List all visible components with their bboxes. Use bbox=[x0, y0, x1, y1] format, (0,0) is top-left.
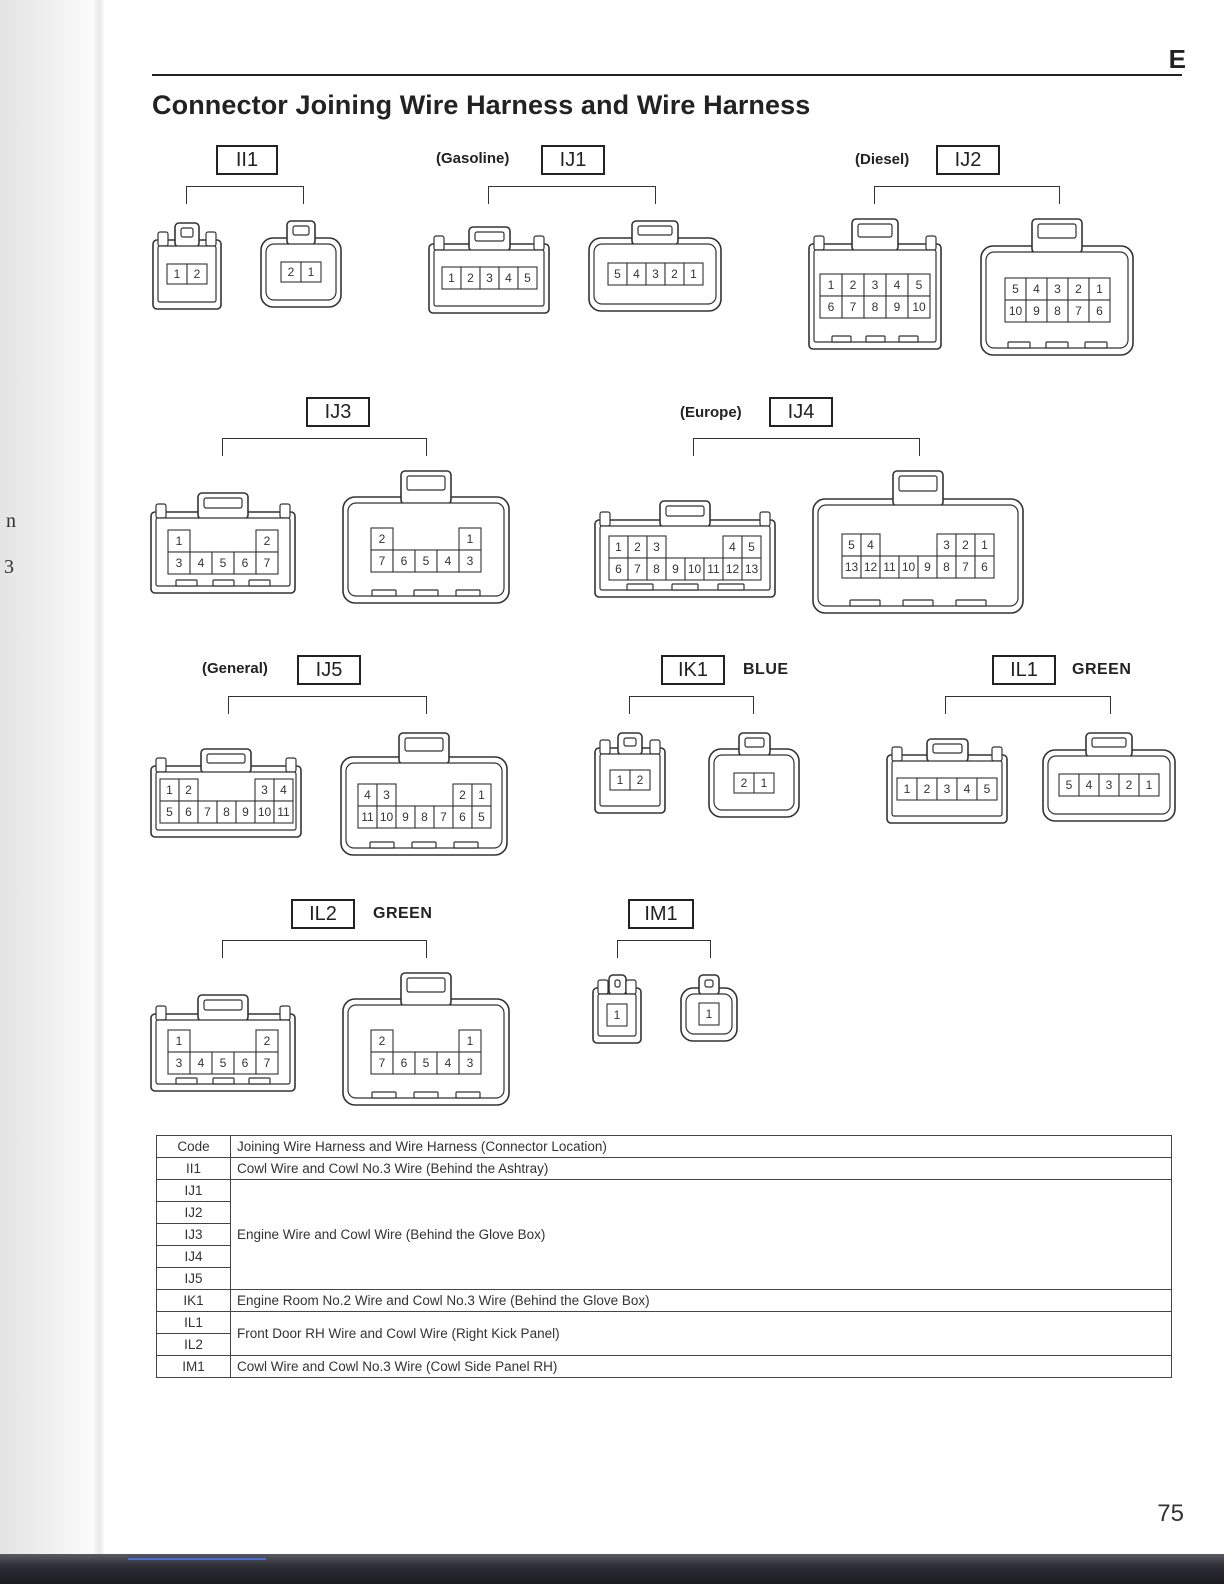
connector-female-face bbox=[150, 994, 296, 1092]
connector-code-box: IJ2 bbox=[936, 145, 1000, 175]
table-row bbox=[157, 1356, 1172, 1378]
pin-number: 3 bbox=[1054, 282, 1061, 296]
pin-number: 3 bbox=[653, 540, 660, 554]
pin-number: 3 bbox=[1105, 778, 1113, 792]
connector-male-face bbox=[340, 732, 508, 856]
connector-male-face bbox=[708, 732, 800, 818]
pin-number: 2 bbox=[193, 267, 201, 281]
code-cell: IL1 bbox=[157, 1312, 231, 1334]
pin-number: 2 bbox=[378, 1034, 386, 1048]
location-cell: Cowl Wire and Cowl No.3 Wire (Cowl Side Panel RH) bbox=[231, 1356, 1172, 1378]
pin-number: 9 bbox=[893, 300, 901, 314]
code-cell: IM1 bbox=[157, 1356, 231, 1378]
connector-code-box: IL1 bbox=[992, 655, 1056, 685]
connector-variant: (General) bbox=[202, 660, 268, 677]
connector-bracket bbox=[874, 186, 1060, 204]
pin-number: 3 bbox=[261, 783, 268, 797]
pin-number: 6 bbox=[400, 554, 408, 568]
pin-number: 7 bbox=[1075, 304, 1082, 318]
pin-number: 4 bbox=[963, 782, 971, 796]
connector-male-face bbox=[1042, 732, 1176, 822]
pin-number: 8 bbox=[421, 810, 428, 824]
pin-number: 2 bbox=[671, 267, 678, 281]
pin-number: 5 bbox=[1012, 282, 1019, 296]
pin-number: 5 bbox=[614, 267, 621, 281]
pin-number: 5 bbox=[478, 810, 485, 824]
connector-code-box: IJ5 bbox=[297, 655, 361, 685]
code-cell: IL2 bbox=[157, 1334, 231, 1356]
pin-number: 2 bbox=[378, 532, 386, 546]
pin-number: 1 bbox=[981, 538, 988, 552]
pin-number: 10 bbox=[687, 562, 702, 576]
pin-number: 13 bbox=[744, 562, 759, 576]
page-number: 75 bbox=[1157, 1500, 1184, 1527]
pin-number: 1 bbox=[615, 540, 622, 554]
pin-number: 6 bbox=[241, 556, 249, 570]
pin-number: 3 bbox=[466, 554, 474, 568]
connector-color-label: GREEN bbox=[1072, 661, 1132, 678]
pin-number: 7 bbox=[263, 1056, 271, 1070]
connector-female-face bbox=[428, 226, 550, 314]
connector-female-face bbox=[152, 222, 222, 310]
connector-code-box: IJ4 bbox=[769, 397, 833, 427]
connector-bracket bbox=[222, 940, 427, 958]
connector-code-box: IL2 bbox=[291, 899, 355, 929]
pin-number: 2 bbox=[263, 534, 271, 548]
pin-number: 3 bbox=[652, 267, 659, 281]
connector-location-table bbox=[156, 1135, 1172, 1378]
pin-number: 2 bbox=[849, 278, 857, 292]
pin-number: 1 bbox=[1145, 778, 1153, 792]
pin-number: 5 bbox=[166, 805, 173, 819]
pin-number: 13 bbox=[844, 560, 859, 574]
pin-number: 9 bbox=[924, 560, 931, 574]
connector-female-face bbox=[150, 492, 296, 594]
pin-number: 3 bbox=[175, 556, 183, 570]
pin-number: 6 bbox=[1096, 304, 1103, 318]
connector-female-face bbox=[594, 732, 666, 814]
header-location: Joining Wire Harness and Wire Harness (Connector Location) bbox=[231, 1136, 1172, 1158]
connector-code-box: IK1 bbox=[661, 655, 725, 685]
pin-number: 1 bbox=[690, 267, 697, 281]
margin-fragment: n bbox=[6, 510, 16, 532]
connector-male-face bbox=[260, 220, 342, 308]
connector-female-face bbox=[150, 748, 302, 838]
pin-number: 5 bbox=[219, 1056, 227, 1070]
connector-bracket bbox=[228, 696, 427, 714]
location-cell: Engine Room No.2 Wire and Cowl No.3 Wire (Behind the Glove Box) bbox=[231, 1290, 1172, 1312]
pin-number: 4 bbox=[867, 538, 874, 552]
pin-number: 4 bbox=[280, 783, 287, 797]
pin-number: 10 bbox=[912, 300, 926, 314]
pin-number: 5 bbox=[524, 271, 531, 285]
pin-number: 6 bbox=[615, 562, 622, 576]
pin-number: 1 bbox=[166, 783, 173, 797]
pin-number: 2 bbox=[185, 783, 192, 797]
pin-number: 8 bbox=[653, 562, 660, 576]
pin-number: 1 bbox=[1096, 282, 1103, 296]
pin-number: 1 bbox=[175, 534, 183, 548]
pin-number: 7 bbox=[440, 810, 447, 824]
pin-number: 5 bbox=[422, 1056, 430, 1070]
location-cell: Front Door RH Wire and Cowl Wire (Right Kick Panel) bbox=[231, 1312, 1172, 1356]
pin-number: 12 bbox=[863, 560, 878, 574]
bottom-scan-edge bbox=[0, 1554, 1224, 1584]
pin-number: 3 bbox=[175, 1056, 183, 1070]
pin-number: 2 bbox=[459, 788, 466, 802]
pin-number: 10 bbox=[1008, 304, 1023, 318]
pin-number: 3 bbox=[871, 278, 879, 292]
pin-number: 5 bbox=[219, 556, 227, 570]
pin-number: 3 bbox=[466, 1056, 474, 1070]
pin-number: 4 bbox=[444, 554, 452, 568]
pin-number: 1 bbox=[448, 271, 455, 285]
connector-male-face bbox=[342, 972, 510, 1106]
pin-number: 2 bbox=[740, 776, 748, 790]
connector-bracket bbox=[186, 186, 304, 204]
pin-number: 7 bbox=[204, 805, 211, 819]
pin-number: 9 bbox=[672, 562, 679, 576]
pin-number: 5 bbox=[748, 540, 755, 554]
pin-number: 2 bbox=[636, 773, 644, 787]
pin-number: 4 bbox=[729, 540, 736, 554]
pin-number: 7 bbox=[849, 300, 857, 314]
margin-fragment: 3 bbox=[4, 556, 14, 578]
connector-code-box: IM1 bbox=[628, 899, 694, 929]
code-cell: IJ2 bbox=[157, 1202, 231, 1224]
pin-number: 1 bbox=[827, 278, 835, 292]
code-cell: IJ5 bbox=[157, 1268, 231, 1290]
pin-number: 3 bbox=[943, 782, 951, 796]
pin-number: 6 bbox=[981, 560, 988, 574]
code-cell: IJ3 bbox=[157, 1224, 231, 1246]
connector-variant: (Diesel) bbox=[855, 151, 910, 168]
table-row bbox=[157, 1290, 1172, 1312]
connector-bracket bbox=[629, 696, 754, 714]
pin-number: 7 bbox=[634, 562, 641, 576]
pin-number: 4 bbox=[197, 556, 205, 570]
pin-number: 1 bbox=[613, 1008, 621, 1022]
connector-code-box: IJ1 bbox=[541, 145, 605, 175]
code-cell: IJ1 bbox=[157, 1180, 231, 1202]
pin-number: 8 bbox=[871, 300, 879, 314]
pin-number: 1 bbox=[307, 265, 315, 279]
pin-number: 3 bbox=[943, 538, 950, 552]
pin-number: 11 bbox=[707, 562, 720, 576]
pin-number: 3 bbox=[486, 271, 493, 285]
binding-shadow bbox=[0, 0, 105, 1584]
pin-number: 2 bbox=[962, 538, 969, 552]
pin-number: 1 bbox=[175, 1034, 183, 1048]
pin-number: 6 bbox=[185, 805, 192, 819]
code-cell: II1 bbox=[157, 1158, 231, 1180]
pin-number: 4 bbox=[633, 267, 640, 281]
connector-color-label: GREEN bbox=[373, 905, 433, 922]
pin-number: 6 bbox=[459, 810, 466, 824]
section-letter: E bbox=[1168, 44, 1186, 74]
pin-number: 1 bbox=[616, 773, 624, 787]
pin-number: 2 bbox=[1125, 778, 1133, 792]
pin-number: 2 bbox=[634, 540, 641, 554]
pin-number: 7 bbox=[962, 560, 969, 574]
table-header-row bbox=[157, 1136, 1172, 1158]
code-cell: IJ4 bbox=[157, 1246, 231, 1268]
connector-code-box: II1 bbox=[216, 145, 278, 175]
connector-code-box: IJ3 bbox=[306, 397, 370, 427]
pin-number: 5 bbox=[422, 554, 430, 568]
connector-male-face bbox=[980, 218, 1134, 356]
pin-number: 1 bbox=[903, 782, 911, 796]
location-cell: Cowl Wire and Cowl No.3 Wire (Behind the Ashtray) bbox=[231, 1158, 1172, 1180]
connector-female-face bbox=[592, 974, 642, 1044]
pin-number: 2 bbox=[1075, 282, 1082, 296]
connector-female-face bbox=[886, 738, 1008, 824]
page-title: Connector Joining Wire Harness and Wire Harness bbox=[152, 90, 811, 120]
connector-male-face bbox=[812, 470, 1024, 614]
connector-bracket bbox=[222, 438, 427, 456]
connector-male-face bbox=[342, 470, 510, 604]
pin-number: 4 bbox=[893, 278, 901, 292]
pin-number: 9 bbox=[1033, 304, 1040, 318]
pin-number: 1 bbox=[466, 532, 474, 546]
pin-number: 1 bbox=[760, 776, 768, 790]
pin-number: 2 bbox=[467, 271, 474, 285]
pin-number: 10 bbox=[257, 805, 272, 819]
header-code: Code bbox=[157, 1136, 231, 1158]
connector-female-face bbox=[594, 500, 776, 598]
table-row bbox=[157, 1312, 1172, 1334]
header-rule bbox=[152, 74, 1182, 76]
connector-bracket bbox=[488, 186, 656, 204]
connector-bracket bbox=[617, 940, 711, 958]
pin-number: 9 bbox=[402, 810, 409, 824]
pin-number: 4 bbox=[364, 788, 371, 802]
pin-number: 11 bbox=[361, 810, 374, 824]
pin-number: 5 bbox=[983, 782, 991, 796]
pin-number: 7 bbox=[378, 1056, 386, 1070]
pin-number: 1 bbox=[466, 1034, 474, 1048]
pin-number: 10 bbox=[901, 560, 916, 574]
connector-variant: (Europe) bbox=[680, 404, 742, 421]
pin-number: 5 bbox=[1065, 778, 1073, 792]
pin-number: 6 bbox=[827, 300, 835, 314]
pin-number: 6 bbox=[400, 1056, 408, 1070]
pin-number: 8 bbox=[1054, 304, 1061, 318]
pin-number: 9 bbox=[242, 805, 249, 819]
pin-number: 5 bbox=[848, 538, 855, 552]
pin-number: 4 bbox=[1033, 282, 1040, 296]
connector-variant: (Gasoline) bbox=[436, 150, 510, 167]
table-row bbox=[157, 1158, 1172, 1180]
pin-number: 8 bbox=[943, 560, 950, 574]
pin-number: 11 bbox=[883, 560, 896, 574]
pin-number: 4 bbox=[1085, 778, 1093, 792]
pin-number: 2 bbox=[263, 1034, 271, 1048]
pin-number: 11 bbox=[277, 805, 290, 819]
pin-number: 4 bbox=[197, 1056, 205, 1070]
pin-number: 7 bbox=[263, 556, 271, 570]
pin-number: 6 bbox=[241, 1056, 249, 1070]
pin-number: 12 bbox=[725, 562, 740, 576]
pin-number: 2 bbox=[923, 782, 931, 796]
pin-number: 7 bbox=[378, 554, 386, 568]
pin-number: 1 bbox=[478, 788, 485, 802]
connector-male-face bbox=[588, 220, 722, 312]
pin-number: 2 bbox=[287, 265, 295, 279]
code-cell: IK1 bbox=[157, 1290, 231, 1312]
pin-number: 1 bbox=[173, 267, 181, 281]
location-cell: Engine Wire and Cowl Wire (Behind the Glove Box) bbox=[231, 1180, 1172, 1290]
connector-bracket bbox=[945, 696, 1111, 714]
pin-number: 4 bbox=[505, 271, 512, 285]
pin-number: 4 bbox=[444, 1056, 452, 1070]
connector-male-face bbox=[680, 974, 738, 1042]
pin-number: 1 bbox=[705, 1007, 713, 1021]
pin-number: 5 bbox=[915, 278, 923, 292]
table-row bbox=[157, 1180, 1172, 1202]
pin-number: 8 bbox=[223, 805, 230, 819]
connector-color-label: BLUE bbox=[743, 661, 789, 678]
connector-bracket bbox=[693, 438, 920, 456]
pin-number: 10 bbox=[379, 810, 394, 824]
connector-female-face bbox=[808, 218, 942, 350]
pin-number: 3 bbox=[383, 788, 390, 802]
